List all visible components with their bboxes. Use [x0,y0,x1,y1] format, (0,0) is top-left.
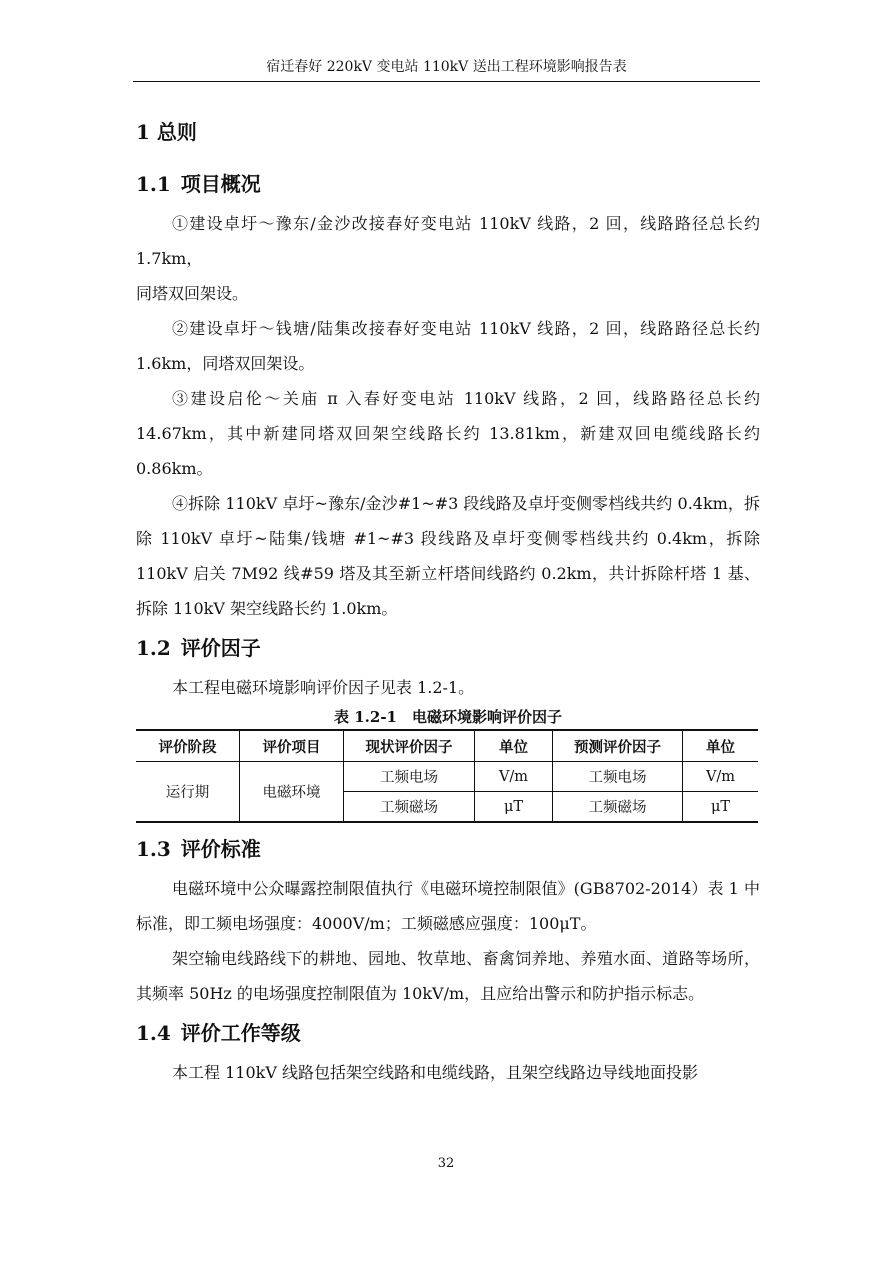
section-heading-1-2 [136,626,760,670]
table-cell-item: 电磁环境 [240,762,344,823]
evaluation-factor-table [136,729,758,823]
table-cell: 工频电场 [344,762,475,792]
paragraph: 电磁环境中公众曝露控制限值执行《电磁环境控制限值》(GB8702-2014）表 1 中标准，即工频电场强度：4000V/m；工频磁感应强度：100μT。 [136,879,760,933]
table-caption: 表 1.2-1 电磁环境影响评价因子 [334,708,562,726]
table-header-cell: 单位 [475,730,553,762]
paragraph: ③建设启伦～关庙 π 入春好变电站 110kV 线路，2 回，线路路径总长约 14.67km，其中新建同塔双回架空线路长约 13.81km，新建双回电缆线路长约 0.86km。 [136,389,760,478]
paragraph: ①建设卓圩～豫东/金沙改接春好变电站 110kV 线路，2 回，线路路径总长约 1.7km， [136,214,760,268]
section-number: 1.2 [136,636,171,660]
section-heading-1-1 [136,162,760,206]
section-heading-1-3 [136,827,760,871]
table-header-row [136,730,758,762]
paragraph: 本工程 110kV 线路包括架空线路和电缆线路，且架空线路边导线地面投影 [172,1063,698,1082]
table-cell: μT [683,792,759,823]
header-rule [133,81,760,82]
section-number: 1.1 [136,172,171,196]
document-body [136,112,760,1090]
paragraph: 本工程电磁环境影响评价因子见表 1.2-1。 [172,678,475,697]
section-title: 评价标准 [180,837,261,861]
table-header-cell: 预测评价因子 [553,730,683,762]
page-number: 32 [437,1156,455,1171]
section-title: 项目概况 [180,172,261,196]
page-header: 宿迁春好 220kV 变电站 110kV 送出工程环境影响报告表 [266,59,627,75]
table-header-cell: 评价阶段 [136,730,240,762]
chapter-title: 1 总则 [136,120,197,144]
section-number: 1.4 [136,1021,171,1045]
paragraph: 架空输电线路线下的耕地、园地、牧草地、畜禽饲养地、养殖水面、道路等场所，其频率 50Hz 的电场强度控制限值为 10kV/m，且应给出警示和防护指示标志。 [136,949,760,1003]
section-title: 评价工作等级 [180,1021,301,1045]
table-header-cell: 评价项目 [240,730,344,762]
paragraph: 同塔双回架设。 [136,284,249,303]
table-cell: 工频磁场 [553,792,683,823]
table-header-cell: 单位 [683,730,759,762]
table-cell: 工频磁场 [344,792,475,823]
table-cell-stage: 运行期 [136,762,240,823]
table-header-cell: 现状评价因子 [344,730,475,762]
table-row [136,762,758,792]
section-title: 评价因子 [180,636,261,660]
paragraph: ④拆除 110kV 卓圩~豫东/金沙#1~#3 段线路及卓圩变侧零档线共约 0.4km，拆除 110kV 卓圩~陆集/钱塘 #1~#3 段线路及卓圩变侧零档线共约 0.4km，拆除 110kV 启关 7M92 线#59 塔及其至新立杆塔间线路约 0.2km，共计拆除杆塔 1 基、拆除 110kV 架空线路长约 1.0km。 [136,494,760,618]
section-number: 1.3 [136,837,171,861]
table-cell: 工频电场 [553,762,683,792]
table-cell: V/m [475,762,553,792]
section-heading-1-4 [136,1011,760,1055]
paragraph: ②建设卓圩～钱塘/陆集改接春好变电站 110kV 线路，2 回，线路路径总长约 1.6km，同塔双回架设。 [136,319,760,373]
table-cell: V/m [683,762,759,792]
table-cell: μT [475,792,553,823]
